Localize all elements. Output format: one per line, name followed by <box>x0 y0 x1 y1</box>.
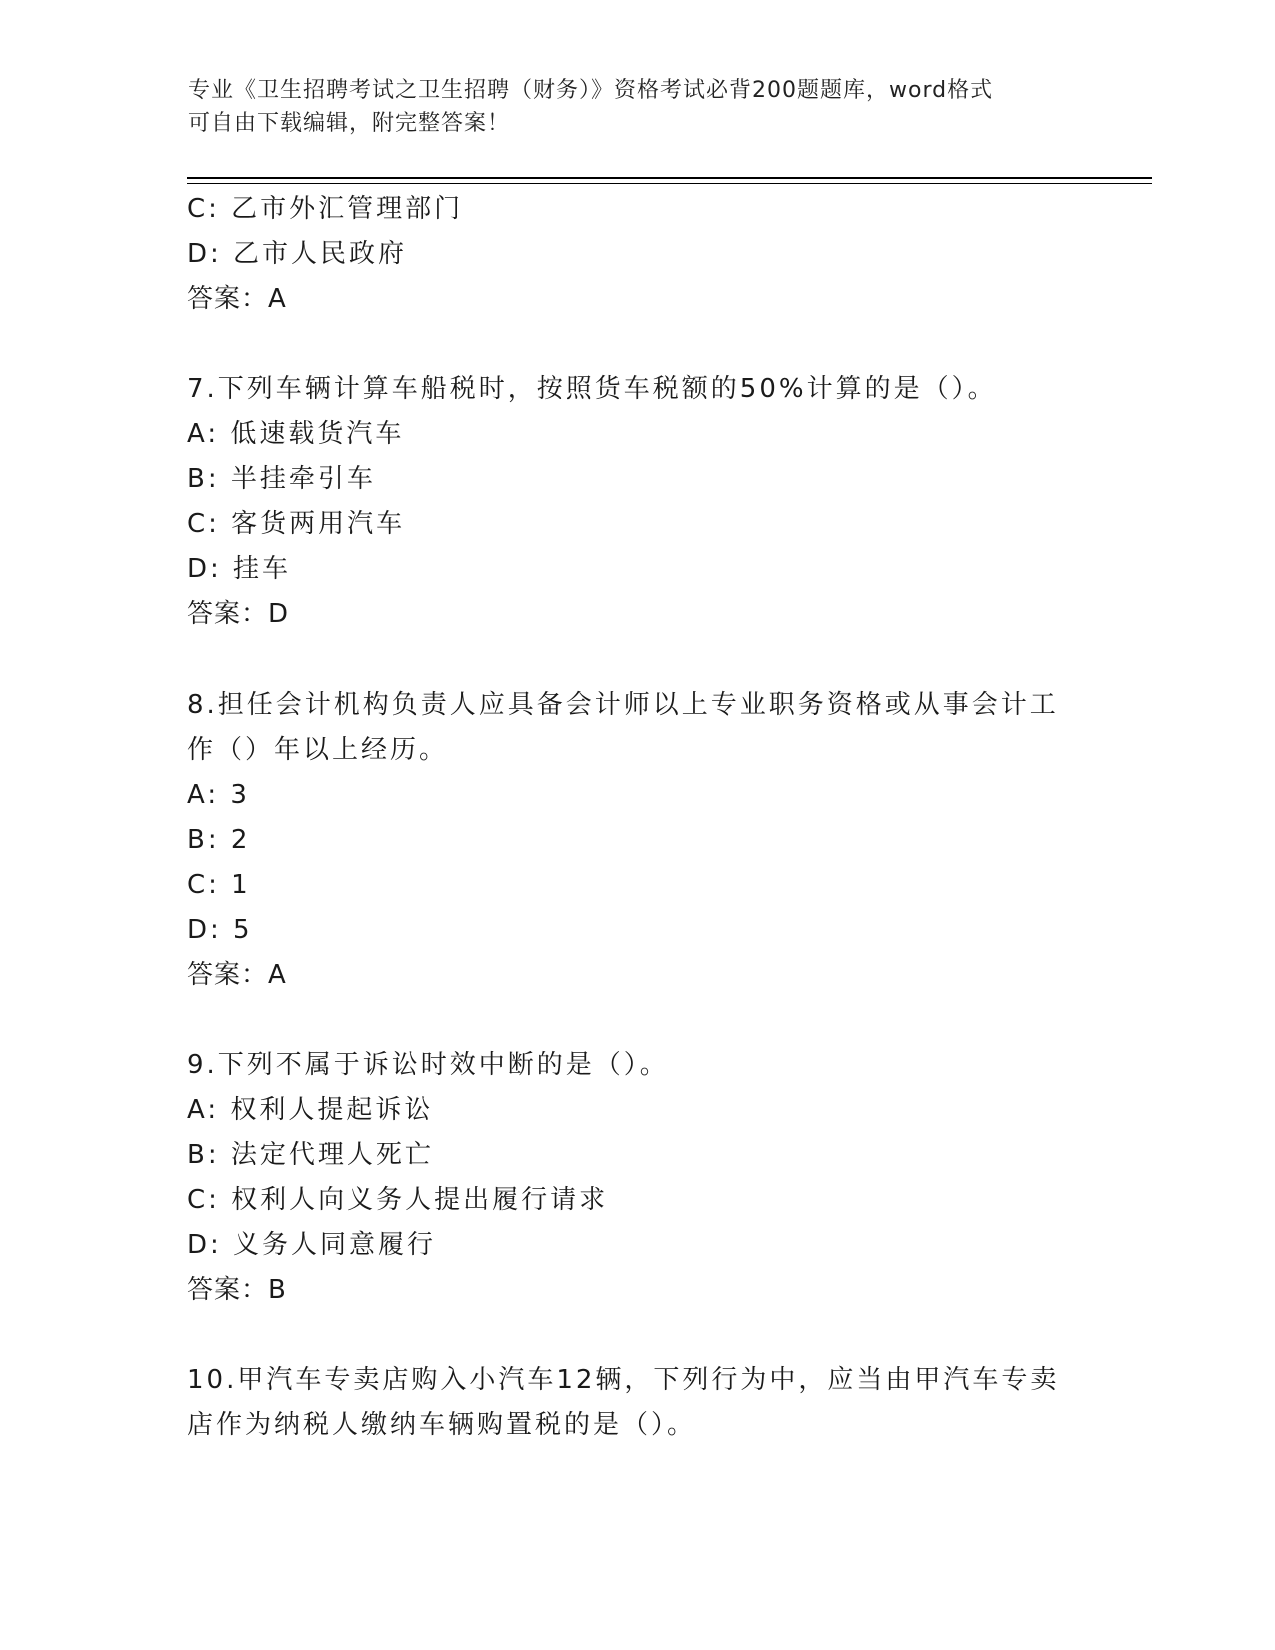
header-line-2: 可自由下载编辑，附完整答案！ <box>188 111 511 136</box>
q8-answer <box>187 958 287 992</box>
q7-answer-value: D <box>268 599 290 629</box>
prev-answer-label: 答案： <box>187 284 269 314</box>
q9-answer-label: 答案： <box>187 1275 269 1305</box>
prev-answer-value: A <box>268 284 287 314</box>
q7-stem: 7.下列车辆计算车船税时，按照货车税额的50%计算的是（）。 <box>187 374 997 404</box>
q9-option-d: D: 义务人同意履行 <box>187 1230 437 1260</box>
header-rule-thin <box>187 183 1152 184</box>
header-line-1: 专业《卫生招聘考试之卫生招聘（财务）》资格考试必背200题题库，word格式 <box>188 78 994 103</box>
q10-stem-line-2: 店作为纳税人缴纳车辆购置税的是（）。 <box>187 1410 697 1440</box>
q7-answer-label: 答案： <box>187 599 269 629</box>
q9-stem: 9.下列不属于诉讼时效中断的是（）。 <box>187 1050 669 1080</box>
q9-option-b: B: 法定代理人死亡 <box>187 1140 434 1170</box>
header-rule-thick <box>187 177 1152 179</box>
q7-answer <box>187 597 289 631</box>
prev-option-c: C: 乙市外汇管理部门 <box>187 194 464 224</box>
q7-option-d: D: 挂车 <box>187 554 292 584</box>
q9-option-a: A: 权利人提起诉讼 <box>187 1095 434 1125</box>
q8-stem-line-1: 8.担任会计机构负责人应具备会计师以上专业职务资格或从事会计工 <box>187 690 1059 720</box>
prev-option-d: D: 乙市人民政府 <box>187 239 408 269</box>
q9-answer <box>187 1273 287 1307</box>
q8-stem-line-2: 作（）年以上经历。 <box>187 735 449 765</box>
q8-answer-value: A <box>268 960 287 990</box>
q7-option-c: C: 客货两用汽车 <box>187 509 406 539</box>
q10-stem-line-1: 10.甲汽车专卖店购入小汽车12辆，下列行为中，应当由甲汽车专卖 <box>187 1365 1060 1395</box>
q8-option-a: A: 3 <box>187 780 250 810</box>
q8-option-d: D: 5 <box>187 915 253 945</box>
document-header <box>188 74 1068 140</box>
q7-option-a: A: 低速载货汽车 <box>187 419 405 449</box>
prev-answer <box>187 282 287 316</box>
q9-answer-value: B <box>268 1275 287 1305</box>
q8-answer-label: 答案： <box>187 960 269 990</box>
q7-option-b: B: 半挂牵引车 <box>187 464 376 494</box>
q9-option-c: C: 权利人向义务人提出履行请求 <box>187 1185 609 1215</box>
q8-option-c: C: 1 <box>187 870 251 900</box>
q8-option-b: B: 2 <box>187 825 251 855</box>
